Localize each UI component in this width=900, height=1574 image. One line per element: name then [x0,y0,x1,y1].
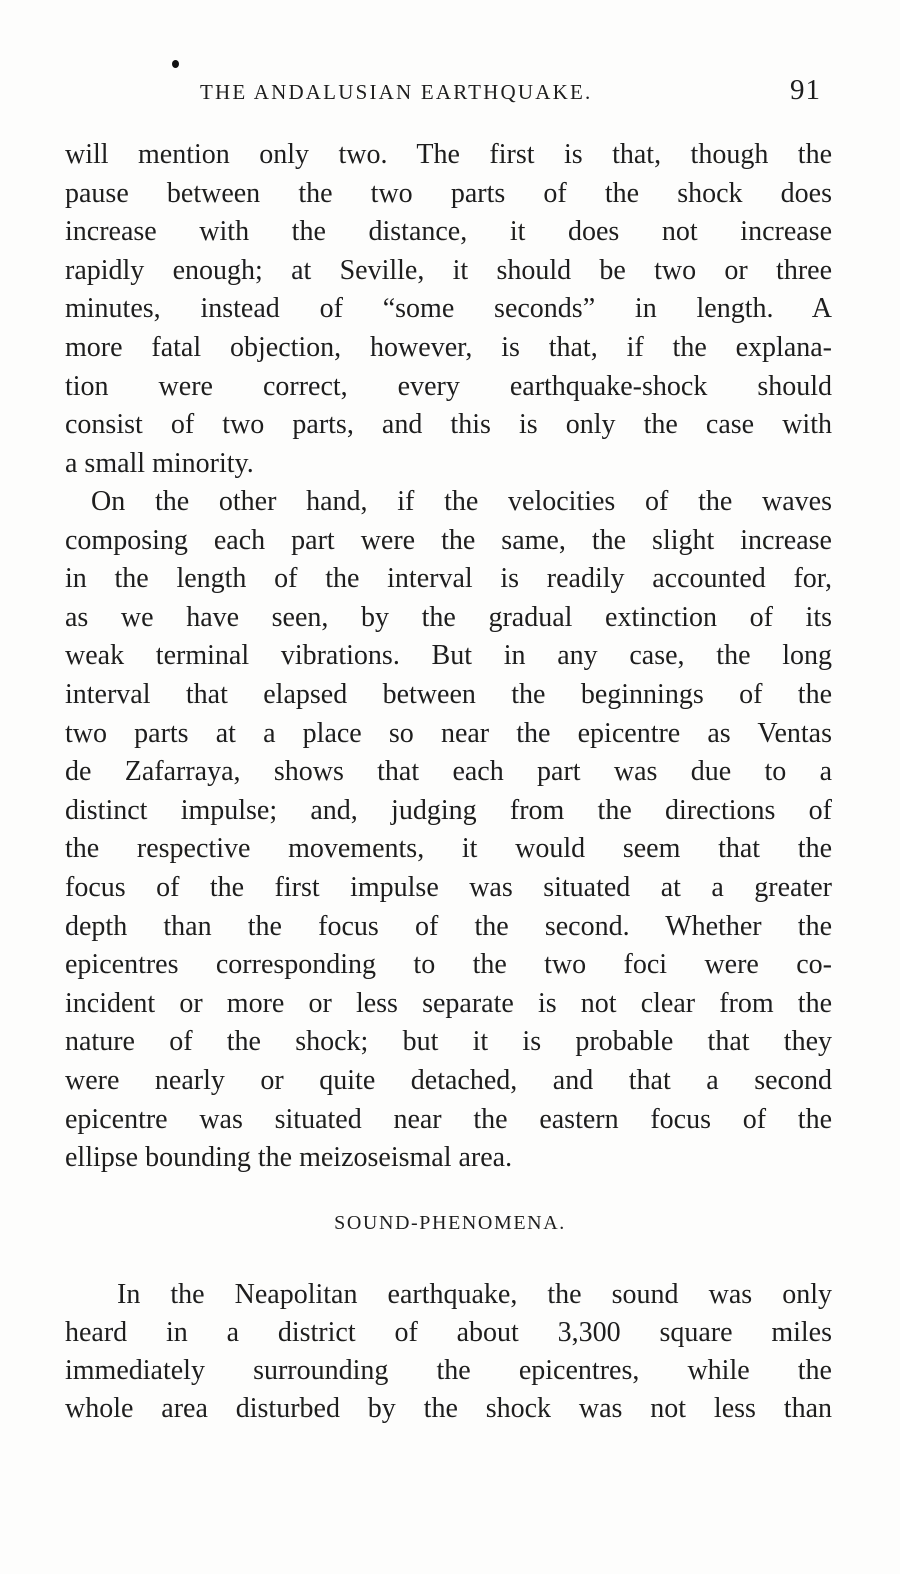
text-line: were nearly or quite detached, and that a second [65,1064,832,1096]
text-line: whole area disturbed by the shock was not less than [65,1393,832,1424]
text-line: incident or more or less separate is not clear from the [65,987,832,1019]
text-line: tion were correct, every earthquake-shock should [65,370,832,402]
section-heading: SOUND-PHENOMENA. [334,1212,566,1234]
text-line: focus of the first impulse was situated at a greater [65,871,832,903]
text-line: composing each part were the same, the slight increase [65,524,832,556]
paragraph-1 [65,136,832,483]
text-line: nature of the shock; but it is probable that they [65,1026,832,1058]
text-line: ellipse bounding the meizoseismal area. [65,1142,513,1174]
running-title: THE ANDALUSIAN EARTHQUAKE. [200,80,593,104]
text-line: the respective movements, it would seem that the [65,833,832,865]
paragraph-2 [65,483,832,1178]
text-line: In the Neapolitan earthquake, the sound was only [117,1279,832,1310]
text-line: increase with the distance, it does not increase [65,216,832,248]
text-line: rapidly enough; at Seville, it should be two or three [65,254,832,286]
text-line: weak terminal vibrations. But in any case, the long [65,640,832,672]
text-line: a small minority. [65,447,254,479]
text-line: pause between the two parts of the shock does [65,177,832,209]
text-line: epicentres corresponding to the two foci were co- [65,949,832,981]
text-line: immediately surrounding the epicentres, while the [65,1355,832,1386]
text-line: in the length of the interval is readily accounted for, [65,563,832,595]
text-line: depth than the focus of the second. Whether the [65,910,832,942]
paragraph-3 [65,1276,832,1428]
text-line: as we have seen, by the gradual extinction of its [65,601,832,633]
text-line: more fatal objection, however, is that, if the explana- [65,331,832,363]
ink-speck [172,60,179,68]
text-line: consist of two parts, and this is only the case with [65,409,832,441]
text-line: de Zafarraya, shows that each part was due to a [65,756,832,788]
text-line: On the other hand, if the velocities of the waves [91,486,832,517]
text-line: epicentre was situated near the eastern focus of the [65,1103,832,1135]
text-line: heard in a district of about 3,300 square miles [65,1317,832,1348]
text-line: distinct impulse; and, judging from the directions of [65,794,832,826]
page-number: 91 [790,74,821,106]
text-line: minutes, instead of “some seconds” in length. A [65,293,832,325]
text-line: will mention only two. The first is that, though the [65,139,832,170]
text-line: interval that elapsed between the beginnings of the [65,678,832,710]
text-line: two parts at a place so near the epicentre as Ventas [65,717,832,749]
